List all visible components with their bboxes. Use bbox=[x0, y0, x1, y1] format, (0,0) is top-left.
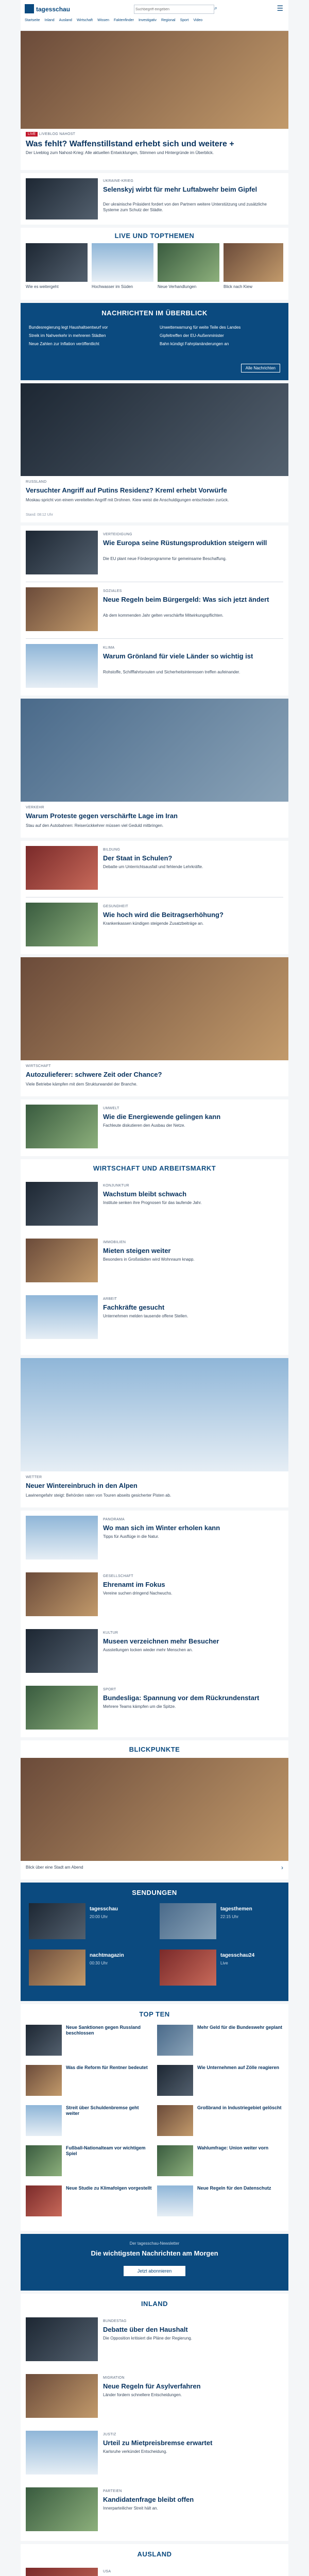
top-ten-right bbox=[157, 2025, 283, 2226]
story-topline: UKRAINE-KRIEG bbox=[103, 179, 134, 183]
list-teaser: Ab dem kommenden Jahr gelten verschärfte Mitwirkungspflichten. bbox=[103, 613, 224, 618]
top-ten-image[interactable] bbox=[26, 2105, 62, 2136]
top-ten-item[interactable] bbox=[157, 2025, 283, 2065]
video-thumb[interactable] bbox=[92, 243, 153, 282]
list-item[interactable] bbox=[21, 1511, 288, 1567]
list-title[interactable]: Wie Europa seine Rüstungsproduktion steigern will bbox=[103, 539, 267, 547]
list-title[interactable]: Mieten steigen weiter bbox=[103, 1247, 171, 1255]
section-heading: AUSLAND bbox=[137, 2550, 172, 2558]
nav-item[interactable]: Sport bbox=[180, 19, 189, 22]
list-topline: JUSTIZ bbox=[103, 2433, 116, 2436]
newsletter-title: Die wichtigsten Nachrichten am Morgen bbox=[91, 2249, 218, 2257]
list-teaser: Fachleute diskutieren den Ausbau der Netze. bbox=[103, 1123, 185, 1128]
main-nav bbox=[25, 19, 202, 22]
list-teaser: Innerparteilicher Streit hält an. bbox=[103, 2506, 158, 2511]
show-time: 20:00 Uhr bbox=[90, 1914, 108, 1919]
top-ten-image[interactable] bbox=[26, 2145, 62, 2176]
summary-more-button[interactable]: Alle Nachrichten bbox=[241, 364, 280, 372]
top-ten-item[interactable] bbox=[157, 2105, 283, 2145]
list-item[interactable] bbox=[21, 2563, 288, 2576]
top-ten-left bbox=[26, 2025, 152, 2226]
newsletter-subscribe-button[interactable]: Jetzt abonnieren bbox=[124, 2266, 185, 2276]
list-topline: KONJUNKTUR bbox=[103, 1184, 129, 1188]
list-item[interactable] bbox=[21, 1099, 288, 1156]
summary-item[interactable]: Bundesregierung legt Haushaltsentwurf vor bbox=[29, 325, 108, 330]
feature-title[interactable]: Neuer Wintereinbruch in den Alpen bbox=[26, 1482, 138, 1489]
list-teaser: Debatte um Unterrichtsausfall und fehlende Lehrkräfte. bbox=[103, 865, 203, 869]
list-title[interactable]: Kandidatenfrage bleibt offen bbox=[103, 2496, 194, 2503]
video-label[interactable]: Neue Verhandlungen bbox=[158, 284, 197, 289]
story-teaser[interactable] bbox=[21, 173, 288, 225]
summary-item[interactable]: Gipfeltreffen der EU-Außenminister bbox=[160, 333, 224, 338]
list-title[interactable]: Debatte über den Haushalt bbox=[103, 2326, 188, 2333]
top-ten-title[interactable]: Streit über Schuldenbremse geht weiter bbox=[66, 2105, 139, 2116]
menu-icon[interactable]: ☰ bbox=[277, 4, 283, 12]
list-item[interactable] bbox=[21, 2312, 288, 2369]
feature-story[interactable] bbox=[21, 383, 288, 522]
show-title[interactable]: tagesschau bbox=[90, 1906, 118, 1912]
video-thumb[interactable] bbox=[158, 243, 219, 282]
top-ten-item[interactable] bbox=[157, 2145, 283, 2185]
list-title[interactable]: Neue Regeln für Asylverfahren bbox=[103, 2382, 201, 2390]
feature-story[interactable] bbox=[21, 957, 288, 1096]
list-topline: GESUNDHEIT bbox=[103, 905, 128, 908]
summary-item[interactable]: Neue Zahlen zur Inflation veröffentlicht bbox=[29, 342, 99, 346]
top-ten-title[interactable]: Mehr Geld für die Bundeswehr geplant bbox=[197, 2025, 283, 2030]
section-heading: NACHRICHTEN IM ÜBERBLICK bbox=[101, 309, 208, 317]
section-inland bbox=[21, 2294, 288, 2541]
list-image[interactable] bbox=[26, 644, 98, 688]
video-label[interactable]: Blick nach Kiew bbox=[224, 284, 253, 289]
top-ten-title[interactable]: Fußball-Nationalteam vor wichtigem Spiel bbox=[66, 2145, 146, 2156]
top-ten-title[interactable]: Neue Studie zu Klimafolgen vorgestellt bbox=[66, 2185, 152, 2191]
list-title[interactable]: Wie die Energiewende gelingen kann bbox=[103, 1113, 221, 1121]
lead-image[interactable] bbox=[21, 31, 288, 129]
top-ten-image[interactable] bbox=[157, 2065, 193, 2096]
feature-teaser: Lawinengefahr steigt: Behörden raten von Touren abseits gesicherter Pisten ab. bbox=[26, 1493, 171, 1498]
list-item[interactable] bbox=[21, 2369, 288, 2426]
section-wirtschaft-arbeitsmarkt bbox=[21, 1159, 288, 1355]
list-topline: MIGRATION bbox=[103, 2376, 125, 2380]
list-image[interactable] bbox=[26, 531, 98, 574]
show-title[interactable]: nachtmagazin bbox=[90, 1953, 124, 1958]
list-title[interactable]: Bundesliga: Spannung vor dem Rückrundenstart bbox=[103, 1694, 260, 1702]
list-image[interactable] bbox=[26, 1516, 98, 1560]
list-image[interactable] bbox=[26, 1239, 98, 1282]
story-title[interactable]: Selenskyj wirbt für mehr Luftabwehr beim Gipfel bbox=[103, 185, 258, 193]
newsletter-box bbox=[21, 2234, 288, 2291]
list-title[interactable]: Wachstum bleibt schwach bbox=[103, 1190, 187, 1198]
list-teaser: Institute senken ihre Prognosen für das laufende Jahr. bbox=[103, 1200, 202, 1205]
video-thumb[interactable] bbox=[224, 243, 283, 282]
feature-teaser: Viele Betriebe kämpfen mit dem Strukturwandel der Branche. bbox=[26, 1082, 138, 1087]
list-topline: KULTUR bbox=[103, 1631, 118, 1635]
feature-image[interactable] bbox=[21, 957, 288, 1060]
show-thumb[interactable] bbox=[160, 1950, 216, 1986]
list-topline: VERTEIDIGUNG bbox=[103, 533, 132, 536]
list-item[interactable] bbox=[21, 1567, 288, 1624]
summary-item[interactable]: Unwetterwarnung für weite Teile des Landes bbox=[160, 325, 241, 330]
list-topline: BUNDESTAG bbox=[103, 2319, 127, 2323]
nav-item[interactable]: Video bbox=[193, 19, 203, 22]
list-topline: ARBEIT bbox=[103, 1297, 117, 1301]
list-topline: PANORAMA bbox=[103, 1518, 125, 1521]
list-topline: USA bbox=[103, 2570, 111, 2573]
list-title[interactable]: Museen verzeichnen mehr Besucher bbox=[103, 1637, 219, 1645]
list-teaser: Krankenkassen kündigen steigende Zusatzbeiträge an. bbox=[103, 921, 204, 926]
list-item[interactable] bbox=[21, 639, 288, 696]
teaser-list bbox=[21, 526, 288, 696]
list-topline: GESELLSCHAFT bbox=[103, 1574, 133, 1578]
list-teaser: Karlsruhe verkündet Entscheidung. bbox=[103, 2449, 167, 2454]
lead-topline: LIVEBLOG NAHOST bbox=[39, 132, 76, 136]
newsletter-label: Der tagesschau-Newsletter bbox=[129, 2241, 180, 2246]
list-teaser: Vereine suchen dringend Nachwuchs. bbox=[103, 1591, 173, 1596]
nav-item[interactable]: Ausland bbox=[59, 19, 72, 22]
list-topline: PARTEIEN bbox=[103, 2489, 122, 2493]
feature-title[interactable]: Autozulieferer: schwere Zeit oder Chance? bbox=[26, 1071, 162, 1078]
section-blickpunkte bbox=[21, 1740, 288, 1879]
list-item[interactable] bbox=[21, 897, 288, 954]
lead-teaser: Der Liveblog zum Nahost-Krieg: Alle aktuellen Entwicklungen, Stimmen und Hintergründe im Überblick. bbox=[26, 150, 214, 155]
list-image[interactable] bbox=[26, 1295, 98, 1339]
list-item[interactable] bbox=[21, 1624, 288, 1681]
top-ten-image[interactable] bbox=[157, 2185, 193, 2216]
top-ten-item[interactable] bbox=[26, 2065, 152, 2105]
video-row bbox=[21, 228, 288, 300]
section-sendungen bbox=[21, 1883, 288, 2001]
top-ten-title[interactable]: Wie Unternehmen auf Zölle reagieren bbox=[197, 2065, 279, 2070]
summary-item[interactable]: Streik im Nahverkehr in mehreren Städten bbox=[29, 333, 106, 338]
lead-story[interactable] bbox=[21, 31, 288, 170]
story-teaser-text: Der ukrainische Präsident fordert von den Partnern weitere Unterstützung und zusätzliche Systeme zum Schutz der Städte. bbox=[103, 202, 267, 212]
nav-item[interactable]: Faktenfinder bbox=[114, 19, 134, 22]
logo-icon[interactable] bbox=[25, 4, 34, 13]
video-label[interactable]: Wie es weitergeht bbox=[26, 284, 59, 289]
list-image[interactable] bbox=[26, 1629, 98, 1673]
list-teaser: Die EU plant neue Förderprogramme für gemeinsame Beschaffung. bbox=[103, 556, 227, 561]
show-time: 00:30 Uhr bbox=[90, 1961, 108, 1965]
feature-story[interactable] bbox=[21, 1358, 288, 1507]
search-input[interactable] bbox=[134, 5, 214, 14]
top-ten-title[interactable]: Was die Reform für Rentner bedeutet bbox=[66, 2065, 148, 2070]
top-ten-item[interactable] bbox=[157, 2065, 283, 2105]
list-teaser: Die Opposition kritisiert die Pläne der Regierung. bbox=[103, 2336, 192, 2341]
list-item[interactable] bbox=[21, 1681, 288, 1737]
section-heading: TOP TEN bbox=[139, 2010, 170, 2018]
top-ten-image[interactable] bbox=[26, 2185, 62, 2216]
feature-teaser: Moskau spricht von einem vereitelten Angriff mit Drohnen. Kiew weist die Anschuldigungen entschieden zurück. bbox=[26, 498, 229, 502]
feature-image[interactable] bbox=[21, 383, 288, 476]
top-ten-title[interactable]: Wahlumfrage: Union weiter vorn bbox=[197, 2145, 269, 2150]
feature-title[interactable]: Versuchter Angriff auf Putins Residenz? Kreml erhebt Vorwürfe bbox=[26, 486, 227, 494]
teaser-list bbox=[21, 1099, 288, 1156]
nav-item[interactable]: Regional bbox=[161, 19, 176, 22]
top-ten-item[interactable] bbox=[26, 2185, 152, 2226]
list-topline: SOZIALES bbox=[103, 589, 122, 593]
feature-topline: WETTER bbox=[26, 1476, 42, 1479]
list-image[interactable] bbox=[26, 2374, 98, 2418]
section-heading: WIRTSCHAFT UND ARBEITSMARKT bbox=[93, 1164, 216, 1172]
feature-topline: RUSSLAND bbox=[26, 480, 47, 484]
list-image[interactable] bbox=[26, 903, 98, 946]
top-ten-image[interactable] bbox=[26, 2025, 62, 2056]
feature-story[interactable] bbox=[21, 699, 288, 838]
gallery-caption: Blick über eine Stadt am Abend bbox=[26, 1865, 83, 1870]
feature-image[interactable] bbox=[21, 1358, 288, 1471]
list-topline: IMMOBILIEN bbox=[103, 1241, 126, 1244]
list-title[interactable]: Der Staat in Schulen? bbox=[103, 854, 173, 862]
list-image[interactable] bbox=[26, 2487, 98, 2531]
list-item[interactable] bbox=[21, 2482, 288, 2539]
top-ten-item[interactable] bbox=[26, 2025, 152, 2065]
list-title[interactable]: Wo man sich im Winter erholen kann bbox=[103, 1524, 220, 1532]
top-ten-title[interactable]: Neue Sanktionen gegen Russland beschlossen bbox=[66, 2025, 141, 2036]
section-heading: INLAND bbox=[141, 2300, 168, 2308]
list-title[interactable]: Ehrenamt im Fokus bbox=[103, 1581, 165, 1588]
nav-item[interactable]: Inland bbox=[44, 19, 55, 22]
list-title[interactable]: Wie hoch wird die Beitragserhöhung? bbox=[103, 911, 224, 919]
list-image[interactable] bbox=[26, 1686, 98, 1730]
teaser-list bbox=[21, 841, 288, 954]
teaser-list bbox=[21, 1511, 288, 1737]
list-item[interactable] bbox=[21, 1290, 288, 1347]
list-image[interactable] bbox=[26, 587, 98, 631]
list-image[interactable] bbox=[26, 2317, 98, 2361]
feature-topline: WIRTSCHAFT bbox=[26, 1064, 51, 1068]
list-item[interactable] bbox=[21, 2426, 288, 2482]
top-ten-image[interactable] bbox=[157, 2105, 193, 2136]
nav-item[interactable]: Wissen bbox=[97, 19, 110, 22]
list-image[interactable] bbox=[26, 1105, 98, 1148]
list-item[interactable] bbox=[21, 1233, 288, 1290]
list-image[interactable] bbox=[26, 1572, 98, 1616]
show-time: Live bbox=[220, 1961, 228, 1965]
section-heading: BLICKPUNKTE bbox=[129, 1745, 180, 1753]
list-teaser: Länder fordern schnellere Entscheidungen. bbox=[103, 2393, 182, 2397]
show-thumb[interactable] bbox=[29, 1950, 85, 1986]
list-title[interactable]: Urteil zu Mietpreisbremse erwartet bbox=[103, 2439, 213, 2447]
top-ten-image[interactable] bbox=[26, 2065, 62, 2096]
nav-item[interactable]: Startseite bbox=[25, 19, 40, 22]
list-topline: UMWELT bbox=[103, 1107, 119, 1110]
top-ten-image[interactable] bbox=[157, 2145, 193, 2176]
feature-topline: VERKEHR bbox=[26, 806, 44, 809]
list-title[interactable]: Fachkräfte gesucht bbox=[103, 1303, 165, 1311]
summary-left bbox=[29, 324, 147, 348]
nav-item[interactable]: Wirtschaft bbox=[76, 19, 93, 22]
video-thumb[interactable] bbox=[26, 243, 88, 282]
list-image[interactable] bbox=[26, 2431, 98, 2475]
list-topline: SPORT bbox=[103, 1688, 116, 1691]
list-topline: KLIMA bbox=[103, 646, 115, 650]
top-ten-item[interactable] bbox=[26, 2145, 152, 2185]
list-item[interactable] bbox=[21, 582, 288, 639]
list-title[interactable]: Warum Grönland für viele Länder so wichtig ist bbox=[103, 652, 253, 660]
live-badge: LIVE bbox=[26, 132, 38, 137]
feature-meta: Stand: 08:12 Uhr bbox=[26, 513, 53, 517]
list-teaser: Besonders in Großstädten wird Wohnraum knapp. bbox=[103, 1257, 195, 1262]
list-teaser: Ausstellungen locken wieder mehr Menschen an. bbox=[103, 1648, 193, 1652]
list-image[interactable] bbox=[26, 2568, 98, 2576]
show-thumb[interactable] bbox=[29, 1903, 85, 1939]
list-teaser: Rohstoffe, Schifffahrtsrouten und Sicherheitsinteressen treffen aufeinander. bbox=[103, 670, 241, 674]
list-teaser: Unternehmen melden tausende offene Stellen. bbox=[103, 1314, 188, 1318]
logo-text[interactable]: tagesschau bbox=[36, 6, 71, 13]
list-topline: BILDUNG bbox=[103, 848, 121, 852]
top-ten-title[interactable]: Großbrand in Industriegebiet gelöscht bbox=[197, 2105, 282, 2110]
list-title[interactable]: Neue Regeln beim Bürgergeld: Was sich jetzt ändert bbox=[103, 596, 269, 603]
site-header bbox=[21, 0, 288, 30]
show-title[interactable]: tagesthemen bbox=[220, 1906, 252, 1912]
summary-item[interactable]: Bahn kündigt Fahrplanänderungen an bbox=[160, 342, 229, 346]
summary-right bbox=[160, 324, 278, 348]
top-ten-title[interactable]: Neue Regeln für den Datenschutz bbox=[197, 2185, 271, 2191]
show-thumb[interactable] bbox=[160, 1903, 216, 1939]
top-ten-item[interactable] bbox=[157, 2185, 283, 2226]
list-image[interactable] bbox=[26, 1182, 98, 1226]
list-item[interactable] bbox=[21, 526, 288, 582]
news-summary-box bbox=[21, 303, 288, 380]
section-ausland bbox=[21, 2544, 288, 2576]
video-label[interactable]: Hochwasser im Süden bbox=[92, 284, 133, 289]
section-top-ten bbox=[21, 2004, 288, 2231]
list-image[interactable] bbox=[26, 846, 98, 890]
list-item[interactable] bbox=[21, 1177, 288, 1233]
search-icon[interactable]: ⌕ bbox=[214, 5, 218, 11]
feature-title[interactable]: Warum Proteste gegen verschärfte Lage im Iran bbox=[26, 812, 178, 820]
nav-item[interactable]: Investigativ bbox=[138, 19, 157, 22]
list-teaser: Mehrere Teams kämpfen um die Spitze. bbox=[103, 1704, 176, 1709]
chevron-right-icon[interactable]: › bbox=[281, 1864, 283, 1871]
top-ten-item[interactable] bbox=[26, 2105, 152, 2145]
list-teaser: Tipps für Ausflüge in die Natur. bbox=[103, 1534, 159, 1539]
list-item[interactable] bbox=[21, 841, 288, 897]
show-title[interactable]: tagesschau24 bbox=[220, 1953, 255, 1958]
show-time: 22:15 Uhr bbox=[220, 1914, 239, 1919]
gallery-image[interactable] bbox=[21, 1758, 288, 1861]
feature-teaser: Stau auf den Autobahnen: Reiserückkehrer müssen viel Geduld mitbringen. bbox=[26, 823, 164, 828]
story-image[interactable] bbox=[26, 178, 98, 219]
feature-image[interactable] bbox=[21, 699, 288, 802]
top-ten-image[interactable] bbox=[157, 2025, 193, 2056]
section-heading: LIVE UND TOPTHEMEN bbox=[114, 232, 195, 240]
section-heading: SENDUNGEN bbox=[132, 1889, 177, 1896]
lead-title[interactable]: Was fehlt? Waffenstillstand erhebt sich und weitere + bbox=[26, 140, 234, 148]
